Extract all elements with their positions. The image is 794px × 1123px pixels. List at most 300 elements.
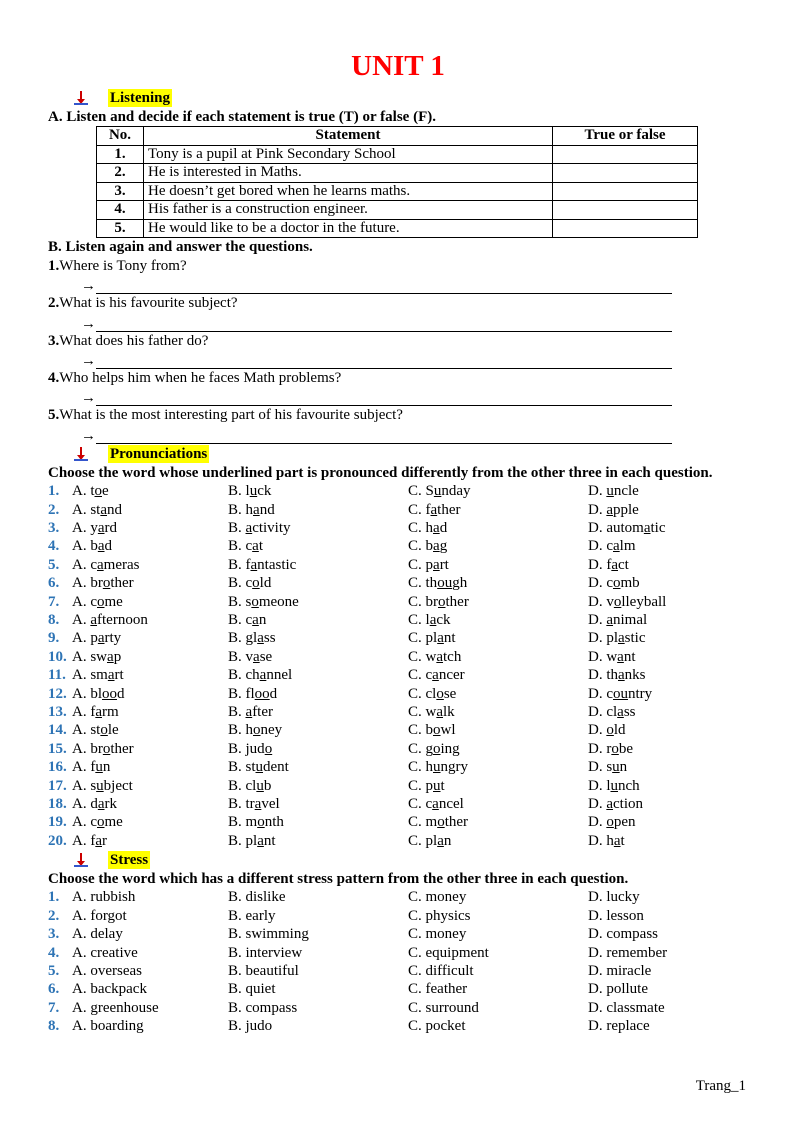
option-text: D. c: [588, 575, 613, 592]
table-row: [97, 201, 698, 220]
stress-heading-row: [48, 850, 748, 870]
underlined-part: o: [437, 814, 445, 831]
option[interactable]: [588, 758, 748, 776]
answer-line: [48, 350, 748, 369]
option-text: A. f: [72, 759, 96, 776]
option[interactable]: A. creative: [72, 944, 138, 961]
option[interactable]: [72, 758, 228, 776]
row-number: 2.: [97, 164, 144, 183]
row-statement: He would like to be a doctor in the future.: [144, 219, 553, 238]
question: [48, 332, 748, 350]
option[interactable]: A. forgot: [72, 907, 127, 924]
option[interactable]: C. physics: [408, 907, 471, 924]
option[interactable]: [228, 629, 408, 647]
list-item: [48, 666, 748, 684]
option[interactable]: [588, 519, 748, 537]
underlined-part: ou: [437, 575, 453, 592]
option-text: t: [258, 538, 264, 555]
worksheet-page: [48, 46, 748, 1036]
option[interactable]: [408, 574, 588, 592]
arrow-icon: →: [81, 278, 96, 295]
answer-input-line[interactable]: [96, 391, 672, 406]
option[interactable]: [588, 482, 748, 500]
list-item: [48, 1017, 748, 1035]
underlined-part: a: [97, 520, 105, 537]
item-number: 8.: [48, 1018, 60, 1035]
underlined-part: oo: [254, 685, 270, 702]
option[interactable]: [588, 501, 748, 519]
underlined-part: a: [245, 520, 253, 537]
option[interactable]: [408, 666, 588, 684]
underlined-part: o: [97, 814, 105, 831]
option-text: D. h: [588, 832, 614, 849]
option-text: C. b: [408, 538, 434, 555]
item-number: 18.: [48, 795, 67, 812]
answer-input-line[interactable]: [96, 429, 672, 444]
item-number: 2.: [48, 501, 60, 518]
list-item: [48, 611, 748, 629]
option[interactable]: [72, 501, 228, 519]
option[interactable]: C. pocket: [408, 1018, 466, 1035]
unit-title: UNIT 1: [351, 50, 445, 82]
option[interactable]: A. greenhouse: [72, 999, 159, 1016]
option[interactable]: [228, 648, 408, 666]
option[interactable]: [408, 685, 588, 703]
option-text: A. st: [72, 722, 101, 739]
option-text: D. l: [588, 777, 611, 794]
item-number: 6.: [48, 575, 60, 592]
option-text: ss: [623, 703, 636, 720]
option-text: A. f: [72, 832, 96, 849]
option[interactable]: D. compass: [588, 926, 658, 943]
option-text: B. jud: [228, 740, 265, 757]
true-false-answer-cell[interactable]: [553, 164, 698, 183]
underlined-part: a: [606, 795, 614, 812]
underlined-part: ou: [613, 685, 628, 702]
option[interactable]: [72, 482, 228, 500]
part-a-instruction: A. Listen and decide if each statement is true (T) or false (F).: [48, 109, 436, 125]
row-statement: He doesn’t get bored when he learns maths.: [144, 182, 553, 201]
option[interactable]: [228, 482, 408, 500]
option-text: nt: [263, 832, 276, 849]
option[interactable]: [228, 832, 408, 850]
option-text: vel: [261, 795, 280, 812]
true-false-answer-cell[interactable]: [553, 182, 698, 201]
option-text: be: [618, 740, 633, 757]
option[interactable]: C. money: [408, 889, 467, 906]
item-number: 5.: [48, 556, 60, 573]
item-number: 8.: [48, 611, 60, 628]
underlined-part: o: [613, 575, 621, 592]
list-item: [48, 777, 748, 795]
option-text: D. pl: [588, 630, 618, 647]
list-item: [48, 925, 748, 943]
option[interactable]: [228, 611, 408, 629]
option-text: ther: [437, 501, 461, 518]
underlined-part: a: [257, 832, 264, 849]
option[interactable]: [72, 832, 228, 850]
option[interactable]: [72, 537, 228, 555]
option-text: me: [104, 593, 123, 610]
row-statement: Tony is a pupil at Pink Secondary School: [144, 145, 553, 164]
option[interactable]: [228, 593, 408, 611]
underlined-part: a: [436, 703, 444, 720]
option[interactable]: B. judo: [228, 1018, 273, 1035]
option[interactable]: [588, 740, 748, 758]
true-false-answer-cell[interactable]: [553, 201, 698, 220]
item-number: 15.: [48, 740, 67, 757]
option-text: se: [443, 685, 457, 702]
option[interactable]: [72, 703, 228, 721]
answer-input-line[interactable]: [96, 279, 672, 294]
option[interactable]: [408, 721, 588, 739]
option[interactable]: [408, 758, 588, 776]
row-statement: His father is a construction engineer.: [144, 201, 553, 220]
list-item: [48, 740, 748, 758]
option[interactable]: [408, 519, 588, 537]
answer-line: [48, 313, 748, 332]
option-text: mb: [620, 575, 640, 592]
option[interactable]: [72, 574, 228, 592]
option[interactable]: [408, 537, 588, 555]
option-text: n: [258, 611, 267, 628]
item-number: 4.: [48, 538, 60, 555]
option[interactable]: [72, 795, 228, 813]
option-text: n: [619, 759, 628, 776]
underlined-part: a: [429, 611, 437, 628]
option-text: gh: [452, 575, 468, 592]
option[interactable]: [228, 740, 408, 758]
option[interactable]: D. pollute: [588, 981, 648, 998]
option-text: C. p: [408, 556, 434, 573]
stress-instruction: Choose the word which has a different stress pattern from the other three in each question.: [48, 871, 629, 888]
option[interactable]: [408, 611, 588, 629]
option-text: A. t: [72, 483, 95, 500]
option[interactable]: [228, 813, 408, 831]
option[interactable]: [72, 666, 228, 684]
item-number: 16.: [48, 759, 67, 776]
underlined-part: a: [606, 611, 614, 628]
option[interactable]: [228, 777, 408, 795]
option[interactable]: [228, 519, 408, 537]
option[interactable]: [408, 740, 588, 758]
question: [48, 406, 748, 424]
underlined-part: a: [100, 501, 108, 518]
option[interactable]: [408, 629, 588, 647]
option-text: nnel: [266, 667, 293, 684]
list-item: [48, 813, 748, 831]
option-text: B. s: [228, 593, 252, 610]
underlined-part: a: [437, 832, 444, 849]
option[interactable]: [408, 482, 588, 500]
option-text: rd: [104, 520, 118, 537]
part-b-questions: [48, 257, 748, 444]
option[interactable]: [72, 777, 228, 795]
option[interactable]: [588, 611, 748, 629]
option[interactable]: [408, 648, 588, 666]
underlined-part: a: [643, 520, 651, 537]
option[interactable]: C. equipment: [408, 944, 489, 961]
part-b-instruction: B. Listen again and answer the questions.: [48, 239, 313, 256]
option[interactable]: [228, 721, 408, 739]
answer-line: [48, 387, 748, 406]
list-item: [48, 758, 748, 776]
option-text: b: [263, 777, 272, 794]
option[interactable]: B. interview: [228, 944, 303, 961]
option[interactable]: [72, 611, 228, 629]
option-text: g: [439, 538, 448, 555]
pronunciation-list: [48, 482, 748, 850]
option[interactable]: [72, 740, 228, 758]
underlined-part: o: [433, 722, 441, 739]
option[interactable]: [72, 593, 228, 611]
option[interactable]: [588, 629, 748, 647]
option[interactable]: D. lucky: [588, 889, 640, 906]
underlined-part: a: [107, 667, 115, 684]
underlined-part: a: [433, 538, 440, 555]
underlined-part: o: [100, 722, 108, 739]
option[interactable]: [408, 556, 588, 574]
option-text: wl: [440, 722, 456, 739]
item-number: 17.: [48, 777, 67, 794]
option[interactable]: D. lesson: [588, 907, 644, 924]
question-number: 1.: [48, 257, 60, 274]
option-text: C. pl: [408, 630, 438, 647]
option[interactable]: [588, 556, 748, 574]
option-text: B. h: [228, 501, 254, 518]
option-text: B. fl: [228, 685, 255, 702]
item-number: 9.: [48, 630, 60, 647]
listening-heading-row: [48, 88, 748, 108]
option[interactable]: [588, 777, 748, 795]
option-text: lk: [443, 703, 455, 720]
option[interactable]: B. early: [228, 907, 276, 924]
option-text: le: [107, 722, 119, 739]
option-text: A. br: [72, 740, 103, 757]
option-text: ncel: [438, 795, 464, 812]
option-text: lleyball: [621, 593, 667, 610]
option[interactable]: D. replace: [588, 1018, 650, 1035]
option-text: B. c: [228, 575, 253, 592]
option-text: nimal: [613, 611, 648, 628]
answer-input-line[interactable]: [96, 317, 672, 332]
option[interactable]: [588, 574, 748, 592]
option[interactable]: [408, 501, 588, 519]
option[interactable]: [72, 629, 228, 647]
item-number: 7.: [48, 593, 60, 610]
option-text: e: [102, 483, 109, 500]
option-text: d: [117, 685, 125, 702]
option[interactable]: A. overseas: [72, 963, 142, 980]
option-text: D. cl: [588, 703, 618, 720]
underlined-part: a: [433, 520, 440, 537]
option[interactable]: [228, 685, 408, 703]
list-item: [48, 907, 748, 925]
option[interactable]: [228, 703, 408, 721]
option-text: nd: [107, 501, 123, 518]
item-number: 20.: [48, 832, 67, 849]
header-statement: Statement: [144, 127, 553, 146]
option-text: D. s: [588, 759, 613, 776]
underlined-part: a: [253, 501, 260, 518]
option[interactable]: B. swimming: [228, 926, 309, 943]
option-text: ck: [436, 611, 451, 628]
option[interactable]: C. money: [408, 926, 467, 943]
underlined-part: u: [610, 777, 618, 794]
option[interactable]: A. backpack: [72, 981, 147, 998]
table-row: [97, 182, 698, 201]
list-item: [48, 685, 748, 703]
option[interactable]: [588, 648, 748, 666]
list-item: [48, 795, 748, 813]
option-text: ncer: [438, 667, 465, 684]
option-text: D. c: [588, 685, 613, 702]
underlined-part: u: [433, 483, 442, 500]
underlined-part: a: [617, 703, 624, 720]
option[interactable]: [408, 703, 588, 721]
option[interactable]: [588, 703, 748, 721]
list-item: [48, 629, 748, 647]
item-number: 3.: [48, 520, 60, 537]
option[interactable]: [228, 795, 408, 813]
option-text: rt: [114, 667, 124, 684]
option[interactable]: C. feather: [408, 981, 468, 998]
option[interactable]: [588, 666, 748, 684]
true-false-answer-cell[interactable]: [553, 219, 698, 238]
option[interactable]: [228, 501, 408, 519]
option-text: n: [102, 759, 111, 776]
underlined-part: oo: [102, 685, 117, 702]
option[interactable]: A. boarding: [72, 1018, 144, 1035]
pronunciation-heading: Pronunciations: [110, 445, 208, 462]
option-text: nch: [618, 777, 640, 794]
list-item: [48, 999, 748, 1017]
option[interactable]: B. quiet: [228, 981, 276, 998]
option[interactable]: [408, 832, 588, 850]
option-text: rty: [104, 630, 122, 647]
bullet-arrow-icon: [48, 447, 108, 461]
option[interactable]: [588, 813, 748, 831]
option-text: A. br: [72, 575, 103, 592]
option[interactable]: D. remember: [588, 944, 668, 961]
underlined-part: o: [102, 740, 111, 757]
option[interactable]: [588, 721, 748, 739]
option-text: ther: [444, 814, 469, 831]
option[interactable]: [588, 537, 748, 555]
underlined-part: a: [257, 630, 264, 647]
option[interactable]: [228, 666, 408, 684]
option[interactable]: [228, 556, 408, 574]
underlined-part: a: [252, 611, 259, 628]
option[interactable]: D. classmate: [588, 999, 665, 1016]
question-text: Who helps him when he faces Math problems?: [59, 370, 342, 387]
option-text: C. c: [408, 667, 433, 684]
option[interactable]: C. difficult: [408, 963, 474, 980]
option[interactable]: B. dislike: [228, 889, 286, 906]
option-text: t: [440, 777, 445, 794]
option-text: A. sm: [72, 667, 108, 684]
option[interactable]: [72, 519, 228, 537]
underlined-part: a: [107, 648, 114, 665]
option[interactable]: [408, 795, 588, 813]
underlined-part: u: [256, 777, 264, 794]
option-text: ld: [259, 575, 272, 592]
option[interactable]: [588, 685, 748, 703]
underlined-part: u: [249, 483, 258, 500]
option-text: A. bl: [72, 685, 102, 702]
answer-input-line[interactable]: [96, 354, 672, 369]
option[interactable]: D. miracle: [588, 963, 652, 980]
option[interactable]: [72, 813, 228, 831]
option-text: C. p: [408, 777, 434, 794]
option-text: ntastic: [257, 556, 297, 573]
option[interactable]: B. compass: [228, 999, 298, 1016]
option-text: A. c: [72, 814, 97, 831]
option[interactable]: [72, 721, 228, 739]
underlined-part: o: [97, 593, 105, 610]
row-number: 4.: [97, 201, 144, 220]
option-text: ction: [613, 795, 644, 812]
option-text: C. f: [408, 501, 431, 518]
option-text: tic: [650, 520, 666, 537]
option[interactable]: B. beautiful: [228, 963, 299, 980]
option[interactable]: C. surround: [408, 999, 479, 1016]
underlined-part: a: [95, 703, 102, 720]
option-text: A.: [72, 611, 91, 628]
option-text: B.: [228, 703, 246, 720]
option-text: n: [443, 832, 452, 849]
option-text: ctivity: [252, 520, 291, 537]
item-number: 1.: [48, 889, 60, 906]
option[interactable]: [72, 648, 228, 666]
option-text: B. pl: [228, 832, 258, 849]
option-text: rt: [439, 556, 449, 573]
table-row: [97, 219, 698, 238]
option-text: B. c: [228, 611, 253, 628]
option[interactable]: [228, 758, 408, 776]
option-text: D.: [588, 722, 607, 739]
option-text: B. l: [228, 483, 250, 500]
option[interactable]: [408, 593, 588, 611]
option-text: nday: [441, 483, 471, 500]
true-false-table: [96, 126, 698, 238]
option-text: ss: [263, 630, 276, 647]
option[interactable]: [408, 777, 588, 795]
option-text: rk: [104, 795, 118, 812]
underlined-part: o: [251, 593, 259, 610]
list-item: [48, 944, 748, 962]
option[interactable]: [228, 537, 408, 555]
option[interactable]: [72, 556, 228, 574]
option[interactable]: [72, 685, 228, 703]
option[interactable]: [588, 832, 748, 850]
question-text: What does his father do?: [59, 332, 209, 349]
table-header-row: [97, 127, 698, 146]
pronunciation-heading-row: [48, 444, 748, 464]
option[interactable]: [408, 813, 588, 831]
option[interactable]: [588, 593, 748, 611]
underlined-part: a: [618, 630, 625, 647]
option-text: D. autom: [588, 520, 644, 537]
option[interactable]: [588, 795, 748, 813]
option[interactable]: A. rubbish: [72, 889, 136, 906]
option[interactable]: A. delay: [72, 926, 123, 943]
true-false-answer-cell[interactable]: [553, 145, 698, 164]
underlined-part: a: [97, 630, 105, 647]
list-item: [48, 648, 748, 666]
option[interactable]: [228, 574, 408, 592]
underlined-part: a: [433, 556, 440, 573]
